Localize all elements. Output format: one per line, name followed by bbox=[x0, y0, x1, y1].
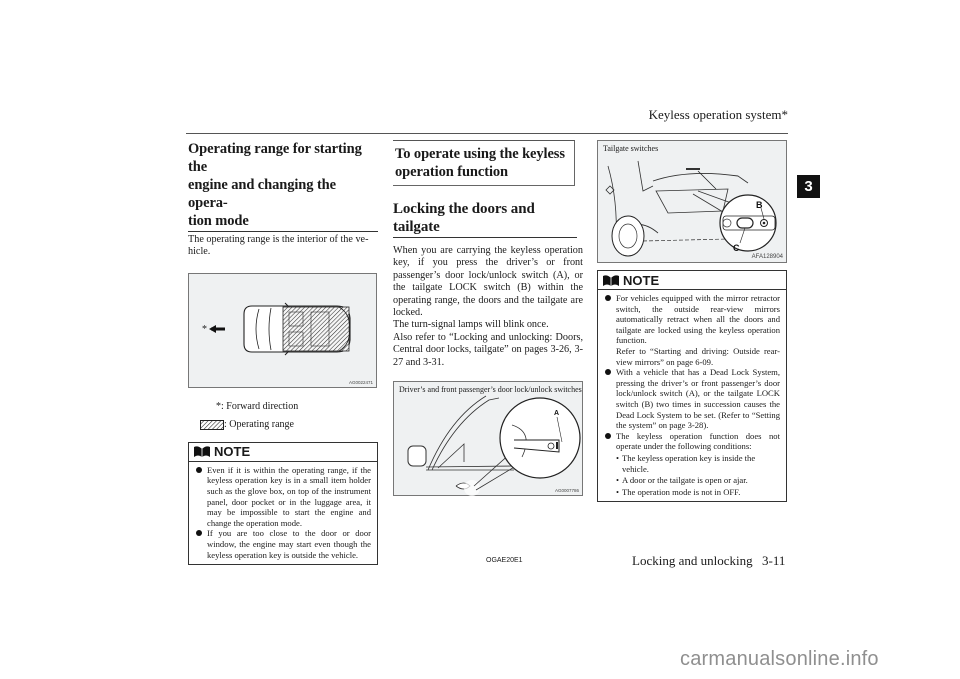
note-item bbox=[195, 465, 371, 529]
column-tailgate bbox=[597, 140, 787, 502]
subheading-locking-doors: Locking the doors and tailgate bbox=[393, 201, 535, 235]
note-subitem-text: The keyless operation key is inside the vehicle. bbox=[622, 452, 756, 474]
watermark: carmanualsonline.info bbox=[680, 648, 879, 670]
sub-bullet-icon: • bbox=[616, 475, 620, 486]
note-item-text: The keyless operation function does not operate under the following conditions: bbox=[616, 430, 780, 452]
running-header-title: Keyless operation system* bbox=[648, 107, 788, 122]
figure-caption: Driver’s and front passenger’s door lock/unlock switches bbox=[399, 385, 582, 395]
section-heading-rule bbox=[188, 231, 378, 232]
intro-paragraph bbox=[188, 234, 378, 259]
section-heading-operating-range bbox=[188, 140, 378, 230]
note-item-text: With a vehicle that has a Dead Lock System, pressing the driver’s or front passenger’s door lock/unlock switch (A), or the tailgate LOCK switch (B) two times in succession causes the Dead Lock System to be set. (Refer to “Setting the system” on page 3-28). bbox=[616, 367, 780, 431]
heading-line: Operating range for starting the bbox=[188, 141, 362, 175]
note-header bbox=[189, 443, 377, 462]
document-code: OGAE20E1 bbox=[486, 557, 523, 564]
note-item bbox=[604, 367, 780, 431]
figure-legend bbox=[188, 400, 378, 432]
forward-asterisk: * bbox=[202, 323, 207, 335]
figure-caption: Tailgate switches bbox=[603, 144, 659, 153]
tailgate-illustration bbox=[598, 141, 788, 264]
callout-b-label: B bbox=[756, 200, 763, 210]
bullet-icon bbox=[196, 530, 202, 536]
subheading-rule bbox=[393, 237, 577, 238]
figure-id: AG0022471 bbox=[348, 379, 373, 385]
legend-item-forward bbox=[216, 400, 378, 414]
figure-tailgate-switches bbox=[597, 140, 787, 263]
column-operating-range bbox=[188, 140, 378, 565]
door-switch-illustration bbox=[394, 382, 584, 497]
bullet-icon bbox=[605, 369, 611, 375]
bullet-icon bbox=[196, 467, 202, 473]
figure-operating-range bbox=[188, 273, 377, 388]
heading-line: engine and changing the opera- bbox=[188, 177, 336, 211]
note-body bbox=[598, 290, 786, 501]
figure-id: AG0007786 bbox=[554, 488, 579, 494]
bullet-icon bbox=[605, 433, 611, 439]
footer-section-title: Locking and unlocking bbox=[632, 553, 753, 568]
boxed-section-heading bbox=[393, 140, 575, 186]
heading-line: To operate using the keyless bbox=[395, 146, 565, 162]
section-heading-keyless-operation bbox=[395, 145, 570, 181]
sub-bullet-icon: • bbox=[616, 452, 620, 463]
header-rule bbox=[186, 133, 788, 134]
legend-label: Forward direction bbox=[226, 400, 299, 412]
intro-line: The operating range is the interior of the ve- bbox=[188, 234, 369, 245]
open-book-icon bbox=[602, 274, 620, 287]
note-subitem bbox=[604, 487, 780, 498]
note-title: NOTE bbox=[623, 272, 660, 288]
note-item-text: For vehicles equipped with the mirror retractor switch, the outside rear-view mirrors automatically retract when all the doors and tailgate are locked using the keyless operation function. bbox=[616, 293, 780, 346]
note-item bbox=[604, 293, 780, 367]
legend-item-operating-range bbox=[200, 418, 378, 432]
note-header bbox=[598, 271, 786, 290]
callout-c-label: C bbox=[733, 243, 740, 253]
page-number: 3-11 bbox=[762, 553, 786, 568]
hatch-icon bbox=[200, 420, 224, 430]
car-top-view-illustration bbox=[189, 274, 378, 389]
column-keyless-operation bbox=[393, 140, 583, 496]
legend-label: : Operating range bbox=[224, 418, 294, 430]
figure-door-lock-switches bbox=[393, 381, 583, 496]
heading-line: tion mode bbox=[188, 213, 249, 229]
sub-bullet-icon: • bbox=[616, 486, 620, 497]
note-box-tailgate bbox=[597, 270, 787, 502]
note-title: NOTE bbox=[214, 444, 251, 460]
intro-line: hicle. bbox=[188, 246, 211, 258]
paragraph: When you are carrying the keyless operation key, if you press the driver’s or front passenger’s door lock/unlock switch (A), or the tailgate LOCK switch (B) within the operating range, the doors and the tailgate are locked. bbox=[393, 245, 583, 319]
note-subitem bbox=[604, 453, 780, 474]
paragraph: Also refer to “Locking and unlocking: Doors, Central door locks, tailgate” on pages 3-26, 3-27 and 3-31. bbox=[393, 331, 583, 368]
bullet-icon bbox=[605, 295, 611, 301]
note-item-text: If you are too close to the door or door window, the engine may start even though the keyless operation key is outside the vehicle. bbox=[207, 528, 371, 560]
note-body bbox=[189, 462, 377, 564]
note-box-operating-range bbox=[188, 442, 378, 565]
legend-symbol: *: bbox=[216, 400, 224, 412]
body-text bbox=[393, 245, 583, 369]
callout-a-label: A bbox=[554, 410, 560, 418]
open-book-icon bbox=[193, 445, 211, 458]
heading-line: operation function bbox=[395, 164, 508, 180]
note-subitem-text: A door or the tailgate is open or ajar. bbox=[622, 475, 748, 486]
note-item bbox=[195, 528, 371, 560]
note-item-reference: Refer to “Starting and driving: Outside rear-view mirrors” on page 6-09. bbox=[616, 345, 780, 367]
chapter-tab: 3 bbox=[797, 175, 820, 198]
note-item bbox=[604, 431, 780, 452]
note-item-text: Even if it is within the operating range, if the keyless operation key is in a small item holder such as the glove box, on top of the instrument panel, door pocket or in the luggage area, it may be impossible to start the engine and change the operation mode. bbox=[207, 464, 371, 528]
figure-id: AFA128904 bbox=[751, 254, 783, 260]
note-subitem bbox=[604, 475, 780, 486]
note-subitem-text: The operation mode is not in OFF. bbox=[622, 486, 741, 497]
paragraph: The turn-signal lamps will blink once. bbox=[393, 319, 549, 331]
